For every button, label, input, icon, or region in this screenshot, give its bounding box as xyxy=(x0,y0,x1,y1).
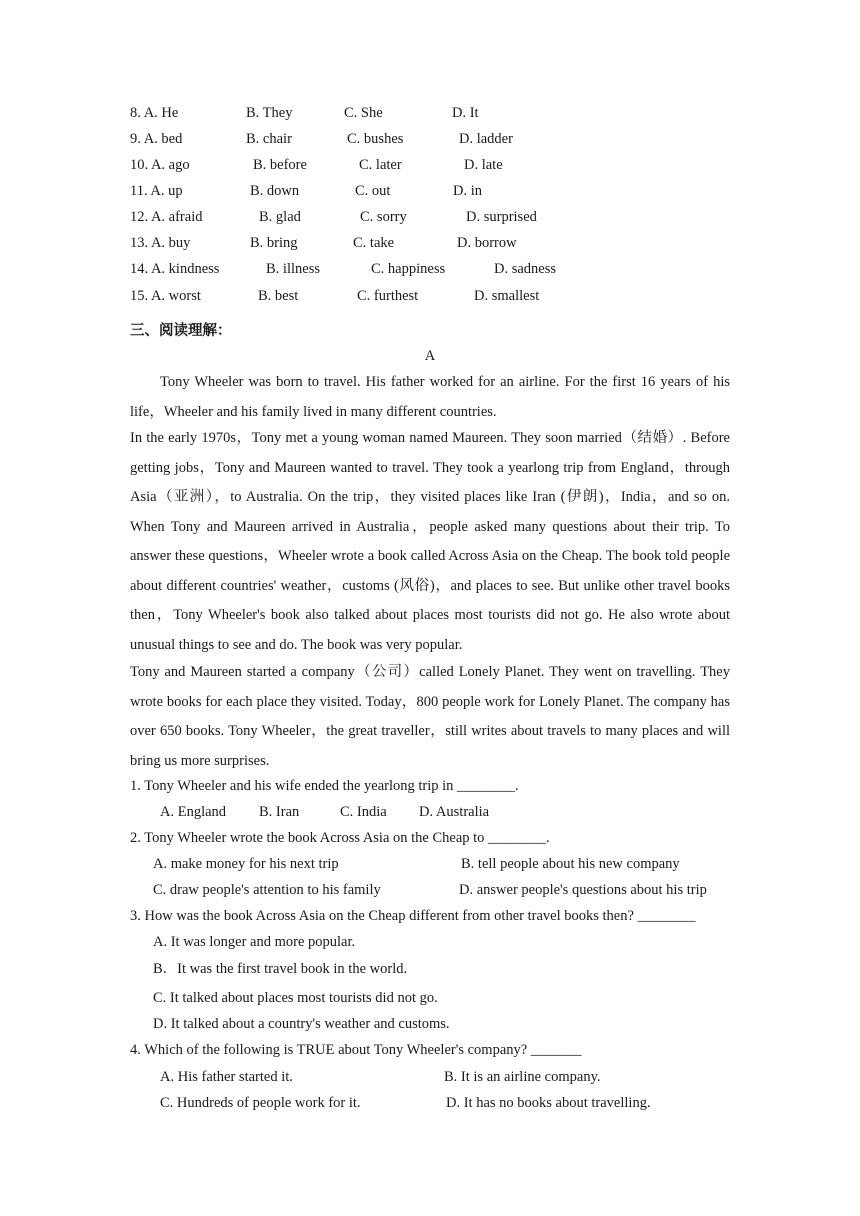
q1-option-c: C. India xyxy=(340,804,387,820)
option-c: C. out xyxy=(355,183,391,199)
option-c: C. happiness xyxy=(371,261,446,277)
q4-option-d: D. It has no books about travelling. xyxy=(446,1095,651,1111)
option-a: 9. A. bed xyxy=(130,131,183,147)
q3-option-d: D. It talked about a country's weather and customs. xyxy=(153,1016,450,1032)
option-b: B. down xyxy=(250,183,300,199)
q4-option-b: B. It is an airline company. xyxy=(444,1069,601,1085)
option-a: 8. A. He xyxy=(130,105,179,121)
q2-option-d: D. answer people's questions about his trip xyxy=(459,882,707,898)
q3-option-c: C. It talked about places most tourists did not go. xyxy=(153,990,438,1006)
option-c: C. She xyxy=(344,105,383,121)
option-b: B. chair xyxy=(246,131,292,147)
option-c: C. later xyxy=(359,157,402,173)
question-3-stem: 3. How was the book Across Asia on the Cheap different from other travel books then? ________ xyxy=(130,908,696,924)
option-a: 12. A. afraid xyxy=(130,209,203,225)
option-d: D. smallest xyxy=(474,288,540,304)
q3-option-b: B．It was the first travel book in the world. xyxy=(153,961,408,977)
option-b: B. before xyxy=(253,157,307,173)
option-b: B. They xyxy=(246,105,293,121)
option-d: D. in xyxy=(453,183,482,199)
option-b: B. best xyxy=(258,288,299,304)
q1-option-d: D. Australia xyxy=(419,804,490,820)
question-1-stem: 1. Tony Wheeler and his wife ended the yearlong trip in ________. xyxy=(130,778,519,794)
option-d: D. It xyxy=(452,105,479,121)
option-d: D. surprised xyxy=(466,209,537,225)
q2-option-a: A. make money for his next trip xyxy=(153,856,339,872)
option-d: D. ladder xyxy=(459,131,513,147)
question-2-stem: 2. Tony Wheeler wrote the book Across Asia on the Cheap to ________. xyxy=(130,830,550,846)
q3-option-a: A. It was longer and more popular. xyxy=(153,934,356,950)
option-d: D. borrow xyxy=(457,235,517,251)
section-heading: 三、阅读理解： xyxy=(130,323,232,339)
option-a: 10. A. ago xyxy=(130,157,190,173)
option-b: B. illness xyxy=(266,261,320,277)
passage-paragraph-3: Tony and Maureen started a company（公司）called Lonely Planet. They went on travelling. They wrote books for each place they visited. Today，800 people work for Lonely Planet. The company has over 650 books. Tony Wheeler，the great traveller，still writes about travels to many places and will bring us more surprises. xyxy=(130,664,730,769)
q2-option-b: B. tell people about his new company xyxy=(461,856,680,872)
passage-paragraph-1: Tony Wheeler was born to travel. His father worked for an airline. For the first 16 years of his life，Wheeler and his family lived in many different countries. xyxy=(130,374,730,420)
q4-option-c: C. Hundreds of people work for it. xyxy=(160,1095,361,1111)
q2-option-c: C. draw people's attention to his family xyxy=(153,882,381,898)
option-a: 13. A. buy xyxy=(130,235,191,251)
q1-option-b: B. Iran xyxy=(259,804,300,820)
option-d: D. late xyxy=(464,157,503,173)
option-b: B. glad xyxy=(259,209,301,225)
option-c: C. take xyxy=(353,235,395,251)
option-c: C. bushes xyxy=(347,131,404,147)
passage-paragraph-2: In the early 1970s，Tony met a young woman named Maureen. They soon married（结婚）. Before getting jobs，Tony and Maureen wanted to travel. They took a yearlong trip from England，through Asia（亚洲），to Australia. On the trip，they visited places like Iran (伊朗)，India，and so on. When Tony and Maureen arrived in Australia，people asked many questions about their trip. To answer these questions，Wheeler wrote a book called Across Asia on the Cheap. The book told people about different countries' weather，customs (风俗)，and places to see. But unlike other travel books then，Tony Wheeler's book also talked about places most tourists did not go. He also wrote about unusual things to see and do. The book was very popular. xyxy=(130,430,730,653)
option-a: 15. A. worst xyxy=(130,288,201,304)
q1-option-a: A. England xyxy=(160,804,227,820)
option-c: C. sorry xyxy=(360,209,407,225)
passage-label: A xyxy=(424,348,436,364)
question-4-stem: 4. Which of the following is TRUE about Tony Wheeler's company? _______ xyxy=(130,1042,582,1058)
option-a: 11. A. up xyxy=(130,183,183,199)
option-b: B. bring xyxy=(250,235,298,251)
option-c: C. furthest xyxy=(357,288,419,304)
option-d: D. sadness xyxy=(494,261,557,277)
option-a: 14. A. kindness xyxy=(130,261,220,277)
q4-option-a: A. His father started it. xyxy=(160,1069,293,1085)
